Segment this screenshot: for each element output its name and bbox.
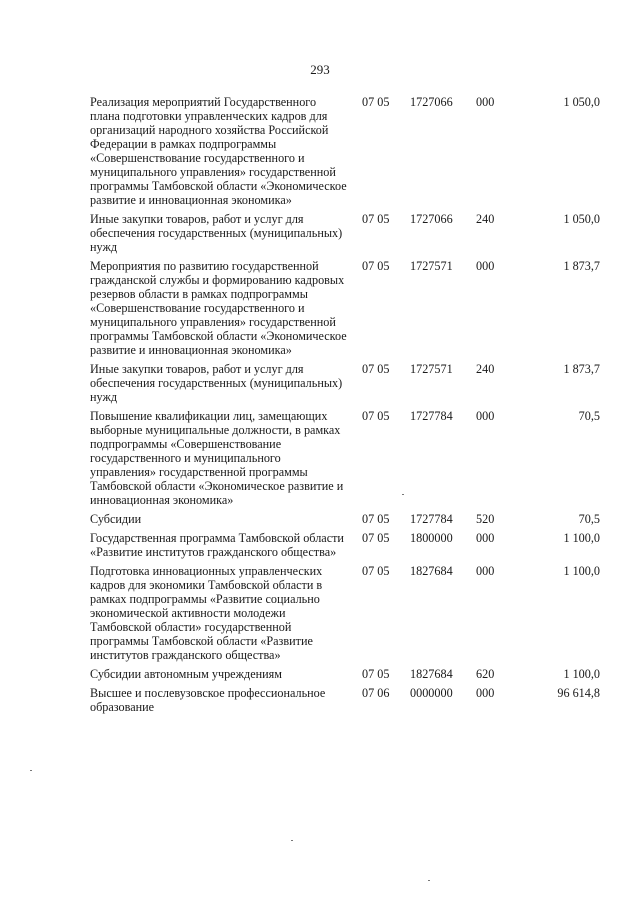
- row-expense-type: 000: [476, 259, 495, 273]
- table-row: [90, 686, 600, 719]
- row-section-code: 07 06: [362, 686, 390, 700]
- row-amount: 1 873,7: [563, 362, 600, 376]
- row-expense-type: 000: [476, 531, 495, 545]
- budget-table: [90, 95, 600, 719]
- row-amount: 1 050,0: [563, 95, 600, 109]
- budget-table-body: [90, 95, 600, 719]
- row-name: Реализация мероприятий Государственного плана подготовки управленческих кадров для организаций народного хозяйства Российской Федерации в рамках подпрограммы «Совершенствование государственного и муниципального управления» государственной программы Тамбовской области «Экономическое развитие и инновационная экономика»: [90, 95, 347, 207]
- row-expense-type: 620: [476, 667, 495, 681]
- row-name: Государственная программа Тамбовской области «Развитие институтов гражданского общества»: [90, 531, 344, 559]
- row-target-article: 0000000: [410, 686, 453, 700]
- table-row: [90, 512, 600, 531]
- row-name: Иные закупки товаров, работ и услуг для обеспечения государственных (муниципальных) нужд: [90, 212, 343, 254]
- row-expense-type: 520: [476, 512, 495, 526]
- table-row: [90, 259, 600, 362]
- row-name: Мероприятия по развитию государственной гражданской службы и формированию кадровых резервов области в рамках подпрограммы «Совершенствование государственного и муниципального управления» государственной программы Тамбовской области «Экономическое развитие и инновационная экономика»: [90, 259, 347, 357]
- row-section-code: 07 05: [362, 564, 390, 578]
- row-section-code: 07 05: [362, 362, 390, 376]
- row-amount: 1 050,0: [563, 212, 600, 226]
- scan-speck: [402, 494, 404, 495]
- page-number: 293: [310, 62, 330, 77]
- row-target-article: 1727784: [410, 409, 453, 423]
- row-expense-type: 240: [476, 362, 495, 376]
- row-expense-type: 240: [476, 212, 495, 226]
- row-amount: 70,5: [578, 512, 600, 526]
- row-section-code: 07 05: [362, 95, 390, 109]
- row-amount: 70,5: [578, 409, 600, 423]
- row-amount: 96 614,8: [557, 686, 600, 700]
- row-target-article: 1727784: [410, 512, 453, 526]
- row-name: Субсидии автономным учреждениям: [90, 667, 282, 681]
- row-target-article: 1727571: [410, 362, 453, 376]
- row-expense-type: 000: [476, 564, 495, 578]
- row-expense-type: 000: [476, 409, 495, 423]
- table-row: [90, 212, 600, 259]
- row-section-code: 07 05: [362, 512, 390, 526]
- row-name: Подготовка инновационных управленческих кадров для экономики Тамбовской области в рамках подпрограммы «Развитие социально экономической активности молодежи Тамбовской области» государственной программы Тамбовской области «Развитие институтов гражданского общества»: [90, 564, 323, 662]
- row-name: Высшее и послевузовское профессиональное образование: [90, 686, 326, 714]
- row-target-article: 1800000: [410, 531, 453, 545]
- table-row: [90, 667, 600, 686]
- row-section-code: 07 05: [362, 409, 390, 423]
- row-target-article: 1727066: [410, 212, 453, 226]
- row-target-article: 1827684: [410, 667, 453, 681]
- row-target-article: 1727571: [410, 259, 453, 273]
- table-row: [90, 531, 600, 564]
- row-name: Повышение квалификации лиц, замещающих выборные муниципальные должности, в рамках подпрограммы «Совершенствование государственного и муниципального управления» государственной программы Тамбовской области «Экономическое развитие и инновационная экономика»: [90, 409, 344, 507]
- table-row: [90, 564, 600, 667]
- row-amount: 1 100,0: [563, 531, 600, 545]
- row-amount: 1 100,0: [563, 564, 600, 578]
- row-section-code: 07 05: [362, 667, 390, 681]
- row-name: Субсидии: [90, 512, 142, 526]
- scan-speck: [428, 880, 430, 881]
- row-expense-type: 000: [476, 95, 495, 109]
- row-amount: 1 873,7: [563, 259, 600, 273]
- table-row: [90, 95, 600, 212]
- row-target-article: 1727066: [410, 95, 453, 109]
- row-name: Иные закупки товаров, работ и услуг для обеспечения государственных (муниципальных) нужд: [90, 362, 343, 404]
- scan-speck: [30, 770, 32, 771]
- row-section-code: 07 05: [362, 531, 390, 545]
- row-expense-type: 000: [476, 686, 495, 700]
- table-row: [90, 362, 600, 409]
- row-amount: 1 100,0: [563, 667, 600, 681]
- table-row: [90, 409, 600, 512]
- row-section-code: 07 05: [362, 259, 390, 273]
- scan-speck: [291, 840, 293, 841]
- row-target-article: 1827684: [410, 564, 453, 578]
- row-section-code: 07 05: [362, 212, 390, 226]
